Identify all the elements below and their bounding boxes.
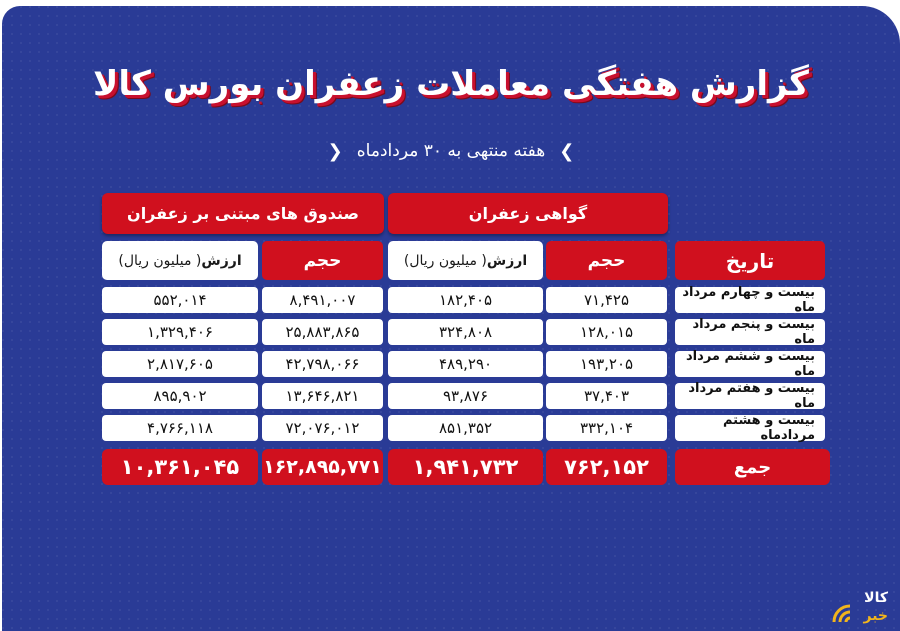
cell-fund-value: ۸۹۵,۹۰۲ — [102, 383, 258, 409]
total-fund-volume: ۱۶۲,۸۹۵,۷۷۱ — [262, 449, 383, 485]
report-title: گزارش هفتگی معاملات زعفران بورس کالا — [93, 64, 809, 104]
report-card — [2, 6, 900, 631]
col-header-value-unit: ( میلیون ریال) — [403, 252, 487, 269]
cell-cert-volume: ۷۱,۴۲۵ — [546, 287, 667, 313]
col-header-value-bold: ارزش — [201, 252, 242, 269]
cell-cert-value: ۳۲۴,۸۰۸ — [388, 319, 543, 345]
col-header-cert-volume: حجم — [546, 241, 667, 280]
kala-khabar-logo — [830, 584, 892, 626]
total-fund-value: ۱۰,۳۶۱,۰۴۵ — [102, 449, 258, 485]
col-header-fund-value — [102, 241, 258, 280]
cell-cert-volume: ۱۲۸,۰۱۵ — [546, 319, 667, 345]
cell-fund-volume: ۴۲,۷۹۸,۰۶۶ — [262, 351, 383, 377]
group-header-cert: گواهی زعفران — [388, 193, 668, 234]
cell-cert-volume: ۱۹۳,۲۰۵ — [546, 351, 667, 377]
cell-fund-volume: ۲۵,۸۸۳,۸۶۵ — [262, 319, 383, 345]
cell-fund-volume: ۱۳,۶۴۶,۸۲۱ — [262, 383, 383, 409]
col-header-value-unit: ( میلیون ریال) — [118, 252, 202, 269]
subtitle-row — [2, 136, 900, 166]
chevron-left-icon: ❯ — [559, 140, 575, 162]
logo-text-top: کالا — [864, 590, 888, 606]
col-header-fund-volume: حجم — [262, 241, 383, 280]
logo-text-bottom: خبر — [863, 608, 888, 624]
col-header-value-bold: ارزش — [486, 252, 528, 269]
cell-date: بیست و هفتم مرداد ماه — [675, 383, 825, 409]
cell-fund-volume: ۷۲,۰۷۶,۰۱۲ — [262, 415, 383, 441]
cell-cert-value: ۴۸۹,۲۹۰ — [388, 351, 543, 377]
total-cert-volume: ۷۶۲,۱۵۲ — [546, 449, 667, 485]
cell-fund-value: ۲,۸۱۷,۶۰۵ — [102, 351, 258, 377]
total-cert-value: ۱,۹۴۱,۷۳۲ — [388, 449, 543, 485]
total-label: جمع — [675, 449, 830, 485]
cell-fund-value: ۴,۷۶۶,۱۱۸ — [102, 415, 258, 441]
cell-date: بیست و ششم مرداد ماه — [675, 351, 825, 377]
cell-date: بیست و چهارم مرداد ماه — [675, 287, 825, 313]
cell-cert-value: ۱۸۲,۴۰۵ — [388, 287, 543, 313]
group-header-fund: صندوق های مبتنی بر زعفران — [102, 193, 384, 234]
col-header-cert-value — [388, 241, 543, 280]
cell-cert-volume: ۳۳۲,۱۰۴ — [546, 415, 667, 441]
cell-fund-value: ۱,۳۲۹,۴۰۶ — [102, 319, 258, 345]
cell-fund-value: ۵۵۲,۰۱۴ — [102, 287, 258, 313]
chevron-right-icon: ❮ — [327, 140, 343, 162]
cell-fund-volume: ۸,۴۹۱,۰۰۷ — [262, 287, 383, 313]
cell-date: بیست و پنجم مرداد ماه — [675, 319, 825, 345]
cell-date: بیست و هشتم مردادماه — [675, 415, 825, 441]
cell-cert-value: ۸۵۱,۳۵۲ — [388, 415, 543, 441]
cell-cert-volume: ۳۷,۴۰۳ — [546, 383, 667, 409]
report-subtitle: هفته منتهی به ۳۰ مردادماه — [356, 141, 546, 161]
logo-mark-icon — [830, 584, 892, 626]
cell-cert-value: ۹۳,۸۷۶ — [388, 383, 543, 409]
col-header-date: تاریخ — [675, 241, 825, 280]
